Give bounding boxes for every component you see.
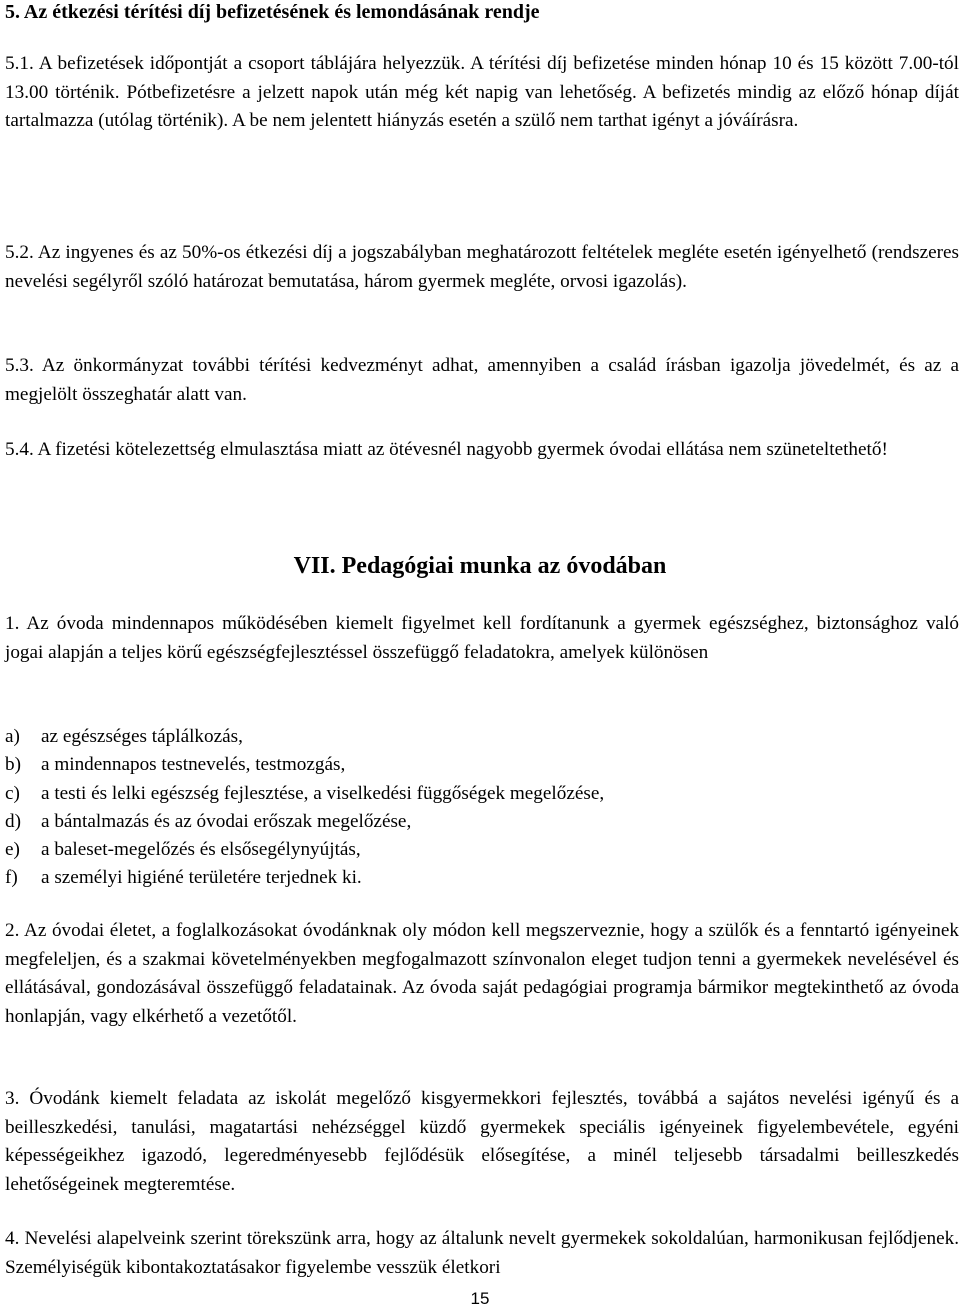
list-item — [5, 808, 945, 836]
paragraph-5-3: 5.3. Az önkormányzat további térítési kedvezményt adhat, amennyiben a család írásban igazolja jövedelmét, és az a megjelölt összeghatár alatt van. — [5, 355, 959, 405]
paragraph-7-2: 2. Az óvodai életet, a foglalkozásokat óvodánknak oly módon kell megszerveznie, hogy a szülők és a fenntartó igényeinek megfeleljen, és a szakmai követelményekben megfogalmazott színvonalon eleget tudjon tenni a gyermekek nevelésével és ellátásával, gondozásával összefüggő feladatainak. Az óvoda saját pedagógiai programja bármikor megtekinthető az óvoda honlapján, vagy elkérhető a vezetőtől. — [5, 920, 959, 1027]
paragraph-5-1: 5.1. A befizetések időpontját a csoport táblájára helyezzük. A térítési díj befizetése minden hónap 10 és 15 között 7.00-tól 13.00 történik. Pótbefizetésre a jelzett napok után még két napig van lehetőség. A befizetés mindig az előző hónap díját tartalmazza (utólag történik). A be nem jelentett hiányzás esetén a szülő nem tarthat igényt a jóváírásra. — [5, 53, 959, 132]
list-item-text: a bántalmazás és az óvodai erőszak megelőzése, — [41, 810, 412, 832]
paragraph-5-2: 5.2. Az ingyenes és az 50%-os étkezési díj a jogszabályban meghatározott feltételek megléte esetén igényelhető (rendszeres nevelési segélyről szóló határozat bemutatása, három gyermek megléte, orvosi igazolás). — [5, 242, 959, 292]
paragraph-7-1: 1. Az óvoda mindennapos működésében kiemelt figyelmet kell fordítanunk a gyermek egészséghez, biztonsághoz való jogai alapján a teljes körű egészségfejlesztéssel összefüggő feladatokra, amelyek különösen — [5, 613, 959, 663]
task-list — [5, 723, 945, 893]
list-item-text: a személyi higiéné területére terjednek ki. — [41, 867, 362, 889]
section-heading: 5. Az étkezési térítési díj befizetésének és lemondásának rendje — [5, 1, 540, 23]
list-item — [5, 780, 945, 808]
list-marker: e) — [5, 839, 20, 861]
list-marker: a) — [5, 726, 20, 747]
chapter-title: VII. Pedagógiai munka az óvodában — [293, 553, 667, 579]
paragraph-5-4: 5.4. A fizetési kötelezettség elmulasztása miatt az ötévesnél nagyobb gyermek óvodai ellátása nem szüneteltethető! — [5, 439, 888, 460]
list-marker: b) — [5, 754, 21, 776]
paragraph-7-4: 4. Nevelési alapelveink szerint törekszünk arra, hogy az általunk nevelt gyermekek sokoldalúan, harmonikusan fejlődjenek. Személyiségük kibontakoztatásakor figyelembe vesszük életkori — [5, 1228, 959, 1278]
list-item — [5, 723, 945, 751]
list-item — [5, 864, 945, 892]
list-marker: f) — [5, 867, 18, 889]
list-item-text: a testi és lelki egészség fejlesztése, a viselkedési függőségek megelőzése, — [41, 782, 605, 804]
page-number: 15 — [470, 1289, 490, 1308]
paragraph-7-3: 3. Óvodánk kiemelt feladata az iskolát megelőző kisgyermekkori fejlesztés, továbbá a sajátos nevelési igényű és a beilleszkedési, tanulási, magatartási nehézséggel küzdő gyermekek speciális igényeinek figyelembevétele, egyéni képességeikhez igazodó, legeredményesebb fejlődésük elősegítése, a minél teljesebb társadalmi beilleszkedés lehetőségeinek megteremtése. — [5, 1088, 959, 1195]
list-item-text: a baleset-megelőzés és elsősegélynyújtás, — [41, 839, 361, 861]
list-marker: d) — [5, 810, 21, 832]
list-item — [5, 836, 945, 864]
list-marker: c) — [5, 782, 20, 804]
list-item-text: a mindennapos testnevelés, testmozgás, — [41, 754, 346, 776]
list-item — [5, 751, 945, 779]
list-item-text: az egészséges táplálkozás, — [41, 726, 243, 747]
